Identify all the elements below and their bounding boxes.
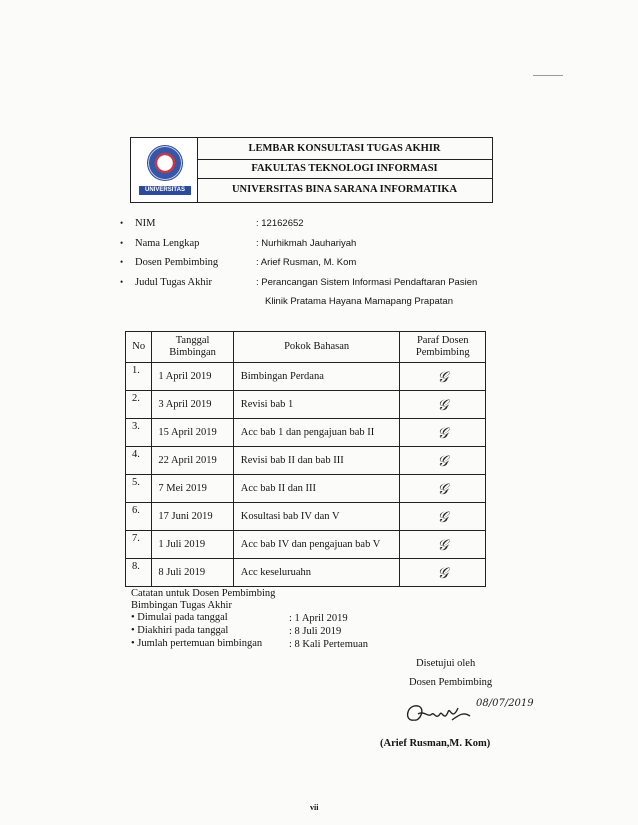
notes-title-line1: Catatan untuk Dosen Pembimbing xyxy=(131,588,276,599)
header-no: No xyxy=(126,332,152,363)
bullet: • xyxy=(120,238,124,248)
thesis-title-value-line2: Klinik Pratama Hayana Mamapang Prapatan xyxy=(265,296,453,307)
paraf-signature-icon: 𝒢 xyxy=(437,451,449,470)
advisor-name: (Arief Rusman,M. Kom) xyxy=(380,738,491,749)
start-date-value: : 1 April 2019 xyxy=(289,613,348,624)
notes-title-line2: Bimbingan Tugas Akhir xyxy=(131,600,232,611)
end-date-label: • Diakhiri pada tanggal xyxy=(131,625,229,636)
paraf-signature-icon: 𝒢 xyxy=(437,423,449,442)
table-row: 4. 22 April 2019 Revisi bab II dan bab III 𝒢 xyxy=(126,447,486,475)
bullet: • xyxy=(120,277,124,287)
approved-by-label: Disetujui oleh xyxy=(416,658,476,669)
nim-value: : 12162652 xyxy=(256,218,304,229)
table-row: 2. 3 April 2019 Revisi bab 1 𝒢 xyxy=(126,391,486,419)
table-row: 8. 8 Juli 2019 Acc keseluruahn 𝒢 xyxy=(126,559,486,587)
advisor-value: : Arief Rusman, M. Kom xyxy=(256,257,357,268)
handwritten-signature-icon xyxy=(400,692,534,734)
table-row: 7. 1 Juli 2019 Acc bab IV dan pengajuan bab V 𝒢 xyxy=(126,531,486,559)
start-date-label: • Dimulai pada tanggal xyxy=(131,612,228,623)
nim-label: NIM xyxy=(135,218,156,229)
paraf-signature-icon: 𝒢 xyxy=(437,395,449,414)
end-date-value: : 8 Juli 2019 xyxy=(289,626,342,637)
table-header-row xyxy=(126,332,486,363)
header-university: UNIVERSITAS BINA SARANA INFORMATIKA xyxy=(231,184,458,195)
page-number: vii xyxy=(310,803,319,812)
signature-date: 08/07/2019 xyxy=(476,698,534,709)
table-row: 3. 15 April 2019 Acc bab 1 dan pengajuan bab II 𝒢 xyxy=(126,419,486,447)
page-edge-line xyxy=(533,75,563,76)
header-date: Tanggal Bimbingan xyxy=(152,332,233,363)
table-row: 5. 7 Mei 2019 Acc bab II dan III 𝒢 xyxy=(126,475,486,503)
name-value: : Nurhikmah Jauhariyah xyxy=(256,238,357,249)
header-topic: Pokok Bahasan xyxy=(233,332,400,363)
bullet: • xyxy=(120,257,124,267)
paraf-signature-icon: 𝒢 xyxy=(437,563,449,582)
header-faculty: FAKULTAS TEKNOLOGI INFORMASI xyxy=(197,159,492,179)
advisor-label: Dosen Pembimbing xyxy=(135,257,219,268)
meeting-count-label: • Jumlah pertemuan bimbingan xyxy=(131,638,263,649)
thesis-title-value: : Perancangan Sistem Informasi Pendaftaran Pasien xyxy=(256,277,478,288)
table-row: 1. 1 April 2019 Bimbingan Perdana 𝒢 xyxy=(126,363,486,391)
header-signature: Paraf Dosen Pembimbing xyxy=(400,332,486,363)
bullet: • xyxy=(120,218,124,228)
advisor-role-label: Dosen Pembimbing xyxy=(409,677,493,688)
university-logo xyxy=(131,138,198,202)
document-header xyxy=(130,137,493,203)
table-row: 6. 17 Juni 2019 Kosultasi bab IV dan V 𝒢 xyxy=(126,503,486,531)
header-title: LEMBAR KONSULTASI TUGAS AKHIR xyxy=(197,138,492,160)
paraf-signature-icon: 𝒢 xyxy=(437,507,449,526)
name-label: Nama Lengkap xyxy=(135,238,200,249)
thesis-title-label: Judul Tugas Akhir xyxy=(135,277,213,288)
logo-label: UNIVERSITAS xyxy=(139,186,191,195)
logo-emblem-icon xyxy=(147,145,183,181)
meeting-count-value: : 8 Kali Pertemuan xyxy=(289,639,369,650)
consultation-table xyxy=(125,331,486,587)
paraf-signature-icon: 𝒢 xyxy=(437,479,449,498)
paraf-signature-icon: 𝒢 xyxy=(437,367,449,386)
paraf-signature-icon: 𝒢 xyxy=(437,535,449,554)
